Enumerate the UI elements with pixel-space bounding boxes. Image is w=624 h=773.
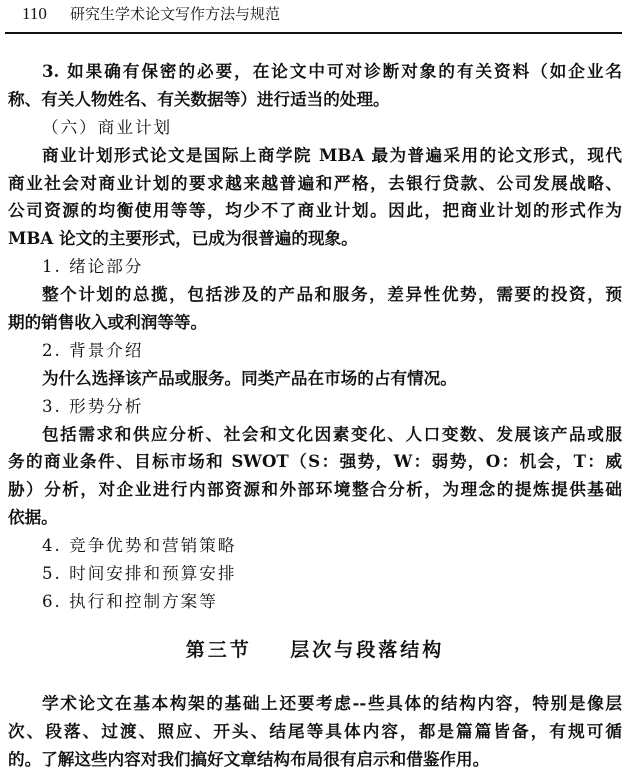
paragraph-line: 胁）分析，对企业进行内部资源和外部环境整合分析，为理念的提炼提供基础 xyxy=(8,479,622,500)
paragraph-line: 3. 如果确有保密的必要，在论文中可对诊断对象的有关资料（如企业名 xyxy=(42,61,622,81)
running-header xyxy=(22,4,280,24)
header-rule xyxy=(5,32,622,34)
running-title: 研究生学术论文写作方法与规范 xyxy=(69,5,280,23)
subheading: 6. 执行和控制方案等 xyxy=(42,591,218,611)
page-body xyxy=(8,58,622,773)
section-heading: 第三节 层次与段落结构 xyxy=(185,638,445,661)
paragraph-line: 商业社会对商业计划的要求越来越普遍和严格，去银行贷款、公司发展战略、 xyxy=(8,172,622,193)
subheading: 3. 形势分析 xyxy=(42,396,144,416)
paragraph-line: 学术论文在基本构架的基础上还要考虑--些具体的结构内容，特别是像层 xyxy=(42,692,622,713)
paragraph-line: MBA 论文的主要形式，已成为很普遍的现象。 xyxy=(8,228,358,249)
paragraph-line: 依据。 xyxy=(8,507,58,528)
subheading: 4. 竞争优势和营销策略 xyxy=(42,536,237,556)
subheading: 5. 时间安排和预算安排 xyxy=(42,564,237,584)
paragraph-line: 包括需求和供应分析、社会和文化因素变化、人口变数、发展该产品或服 xyxy=(42,423,622,444)
paragraph-line: 务的商业条件、目标市场和 SWOT（S：强势，W：弱势，O：机会，T：威 xyxy=(8,451,622,472)
paragraph-line: 商业计划形式论文是国际上商学院 MBA 最为普遍采用的论文形式，现代 xyxy=(42,144,622,165)
paragraph-line: 为什么选择该产品或服务。同类产品在市场的占有情况。 xyxy=(42,367,457,388)
paragraph-line: 次、段落、过渡、照应、开头、结尾等具体内容，都是篇篇皆备，有规可循 xyxy=(8,720,622,741)
paragraph-line: 整个计划的总揽，包括涉及的产品和服务，差异性优势，需要的投资，预 xyxy=(42,284,622,305)
paragraph-line: 称、有关人物姓名、有关数据等）进行适当的处理。 xyxy=(8,88,390,109)
subheading: 2. 背景介绍 xyxy=(42,340,144,360)
page-number: 110 xyxy=(22,4,47,23)
paragraph-line: 的。了解这些内容对我们搞好文章结构布局很有启示和借鉴作用。 xyxy=(8,748,490,769)
subheading: （六）商业计划 xyxy=(42,117,173,137)
paragraph-line: 公司资源的均衡使用等等，均少不了商业计划。因此，把商业计划的形式作为 xyxy=(8,200,622,221)
paragraph-line: 期的销售收入或利润等等。 xyxy=(8,312,208,333)
subheading: 1. 绪论部分 xyxy=(42,257,144,277)
